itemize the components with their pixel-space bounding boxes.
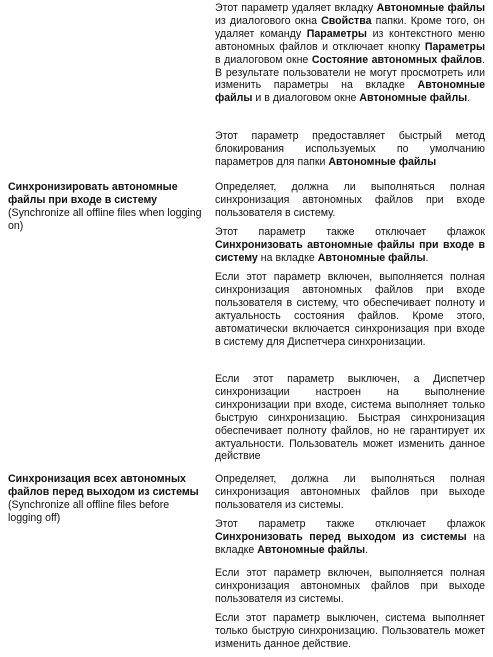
text-run: . (467, 92, 471, 105)
text-run: Если этот параметр включен, выполняется полная синхронизация автономных файлов при выходе пользователя из системы. (215, 567, 485, 605)
term-title: Синхронизировать автономные файлы при входе в систему (8, 181, 178, 206)
text-run: Этот параметр предоставляет быстрый метод блокирования используемых по умолчанию параметров для папки (215, 130, 485, 168)
term-title: Синхронизация всех автономных файлов перед выходом из системы (8, 473, 199, 498)
text-run: на вкладке (257, 251, 318, 264)
description-paragraph (215, 373, 485, 463)
bold-term: Автономные файлы (376, 2, 486, 14)
text-run: папки. Кроме того, он удаляет команду (215, 14, 485, 40)
bold-term: Автономные файлы (328, 155, 437, 168)
text-run: Этот параметр удаляет вкладку (215, 2, 377, 14)
description-paragraph (215, 2, 485, 105)
description-paragraph (215, 473, 485, 512)
text-run: . (365, 543, 369, 556)
bold-term: Автономные файлы (359, 92, 468, 105)
description-paragraph (215, 518, 485, 557)
bold-term: Состояние автономных файлов (311, 53, 483, 66)
bold-term: Синхронизовать перед выходом из системы (215, 530, 467, 543)
text-run: Если этот параметр выключен, а Диспетчер синхронизации настроен на выполнение синхронизации при входе, система выполняет только быструю синхронизацию. Быстрая синхронизация обеспечивает полноту файлов, но не гарантирует их актуальности. Пользователь может изменить данное действие (215, 373, 485, 463)
bold-term: Автономные файлы (317, 251, 426, 264)
text-run: и в диалоговом окне (252, 92, 360, 105)
text-run: Если этот параметр выключен, система выполняет только быструю синхронизацию. Пользователь может изменить данное действие. (215, 612, 485, 650)
text-run: Определяет, должна ли выполняться полная синхронизация автономных файлов при выходе пользователя из системы. (215, 473, 485, 511)
term-sync-before-logoff (8, 473, 206, 525)
description-paragraph (215, 181, 485, 220)
text-run: . В результате пользователи не могут просмотреть или изменить параметры на вкладке (215, 53, 486, 92)
text-run: Если этот параметр включен, выполняется полная синхронизация автономных файлов при входе пользователя в систему, что обеспечивает полноту и актуальность состояния файлов. Кроме этого, автоматически включается синхронизация при входе в систему для Диспетчера синхронизации. (215, 271, 485, 348)
description-paragraph (215, 567, 485, 606)
bold-term: Параметры (306, 27, 367, 40)
description-paragraph (215, 130, 485, 169)
text-run: Определяет, должна ли выполняться полная синхронизация автономных файлов при входе пользователя в систему. (215, 181, 485, 219)
text-run: Этот параметр также отключает флажок (215, 518, 485, 530)
term-english-name: (Synchronize all offline files before logging off) (8, 498, 170, 524)
text-run: . (425, 251, 429, 264)
text-run: в диалоговом окне (215, 53, 312, 66)
bold-term: Свойства (321, 14, 372, 27)
description-paragraph (215, 612, 485, 651)
description-paragraph (215, 226, 485, 265)
term-english-name: (Synchronize all offline files when logging on) (8, 206, 202, 232)
description-paragraph (215, 271, 485, 348)
text-run: на вкладке (215, 530, 485, 556)
text-run: из контекстного меню автономных файлов и отключает кнопку (215, 27, 485, 53)
bold-term: Автономные файлы (215, 79, 485, 105)
term-sync-on-logon (8, 181, 206, 233)
bold-term: Автономные файлы (257, 543, 366, 556)
text-run: Этот параметр также отключает флажок (215, 226, 485, 238)
bold-term: Параметры (424, 40, 485, 53)
bold-term: Синхронизовать автономные файлы при входе в систему (215, 238, 485, 264)
text-run: из диалогового окна (215, 14, 322, 27)
